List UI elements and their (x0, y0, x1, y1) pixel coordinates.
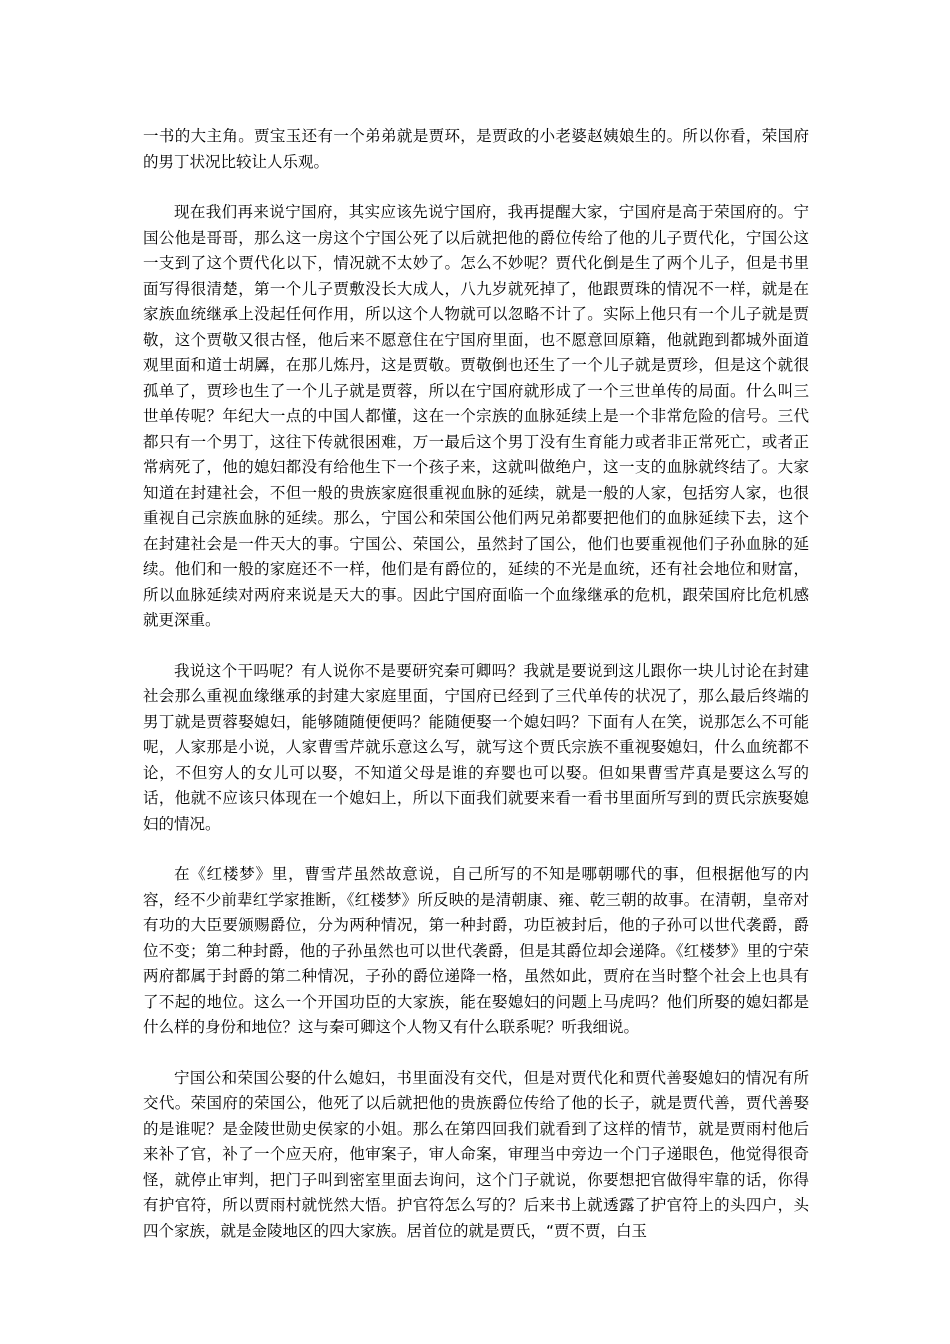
paragraph-2: 现在我们再来说宁国府，其实应该先说宁国府，我再提醒大家，宁国府是高于荣国府的。宁国公他是哥哥，那么这一房这个宁国公死了以后就把他的爵位传给了他的儿子贾代化，宁国公这一支到了这个贾代化以下，情况就不太妙了。怎么不妙呢？贾代化倒是生了两个儿子，但是书里面写得很清楚，第一个儿子贾敷没长大成人，八九岁就死掉了，他跟贾珠的情况不一样，就是在家族血统继承上没起任何作用，所以这个人物就可以忽略不计了。实际上他只有一个儿子就是贾敬，这个贾敬又很古怪，他后来不愿意住在宁国府里面，也不愿意回原籍，他就跑到都城外面道观里面和道士胡羼，在那儿炼丹，这是贾敬。贾敬倒也还生了一个儿子就是贾珍，但是这个就很孤单了，贾珍也生了一个儿子就是贾蓉，所以在宁国府就形成了一个三世单传的局面。什么叫三世单传呢？年纪大一点的中国人都懂，这在一个宗族的血脉延续上是一个非常危险的信号。三代都只有一个男丁，这往下传就很困难，万一最后这个男丁没有生育能力或者非正常死亡，或者正常病死了，他的媳妇都没有给他生下一个孩子来，这就叫做绝户，这一支的血脉就终结了。大家知道在封建社会，不但一般的贵族家庭很重视血脉的延续，就是一般的人家，包括穷人家，也很重视自己宗族血脉的延续。那么，宁国公和荣国公他们两兄弟都要把他们的血脉延续下去，这个在封建社会是一件天大的事。宁国公、荣国公，虽然封了国公，他们也要重视他们子孙血脉的延续。他们和一般的家庭还不一样，他们是有爵位的，延续的不光是血统，还有社会地位和财富，所以血脉延续对两府来说是天大的事。因此宁国府面临一个血缘继承的危机，跟荣国府比危机感就更深重。 (143, 203, 809, 629)
paragraph-4: 在《红楼梦》里，曹雪芹虽然故意说，自己所写的不知是哪朝哪代的事，但根据他写的内容，经不少前辈红学家推断，《红楼梦》所反映的是清朝康、雍、乾三朝的故事。在清朝，皇帝对有功的大臣要颁赐爵位，分为两种情况，第一种封爵，功臣被封后，他的子孙可以世代袭爵，爵位不变；第二种封爵，他的子孙虽然也可以世代袭爵，但是其爵位却会递降。《红楼梦》里的宁荣两府都属于封爵的第二种情况，子孙的爵位递降一格，虽然如此，贾府在当时整个社会上也具有了不起的地位。这么一个开国功臣的大家族，能在娶媳妇的问题上马虎吗？他们所娶的媳妇都是什么样的身份和地位？这与秦可卿这个人物又有什么联系呢？听我细说。 (143, 865, 809, 1036)
document-page (143, 124, 809, 1269)
paragraph-3: 我说这个干吗呢？有人说你不是要研究秦可卿吗？我就是要说到这儿跟你一块儿讨论在封建社会那么重视血缘继承的封建大家庭里面，宁国府已经到了三代单传的状况了，那么最后终端的男丁就是贾蓉娶媳妇，能够随随便便吗？能随便娶一个媳妇吗？下面有人在笑，说那怎么不可能呢，人家那是小说，人家曹雪芹就乐意这么写，就写这个贾氏宗族不重视娶媳妇，什么血统都不论，不但穷人的女儿可以娶，不知道父母是谁的弃婴也可以娶。但如果曹雪芹真是要这么写的话，他就不应该只体现在一个媳妇上，所以下面我们就要来看一看书里面所写到的贾氏宗族娶媳妇的情况。 (143, 661, 809, 833)
paragraph-1: 一书的大主角。贾宝玉还有一个弟弟就是贾环，是贾政的小老婆赵姨娘生的。所以你看，荣国府的男丁状况比较让人乐观。 (143, 127, 809, 171)
paragraph-5: 宁国公和荣国公娶的什么媳妇，书里面没有交代，但是对贾代化和贾代善娶媳妇的情况有所交代。荣国府的荣国公，他死了以后就把他的贵族爵位传给了他的长子，就是贾代善，贾代善娶的是谁呢？是金陵世勋史侯家的小姐。那么在第四回我们就看到了这样的情节，就是贾雨村他后来补了官，补了一个应天府，他审案子，审人命案，审理当中旁边一个门子递眼色，他觉得很奇怪，就停止审判，把门子叫到密室里面去询问，这个门子就说，你要想把官做得牢靠的话，你得有护官符，所以贾雨村就恍然大悟。护官符怎么写的？后来书上就透露了护官符上的头四户，头四个家族，就是金陵地区的四大家族。居首位的就是贾氏，“贾不贾，白玉 (143, 1068, 809, 1240)
